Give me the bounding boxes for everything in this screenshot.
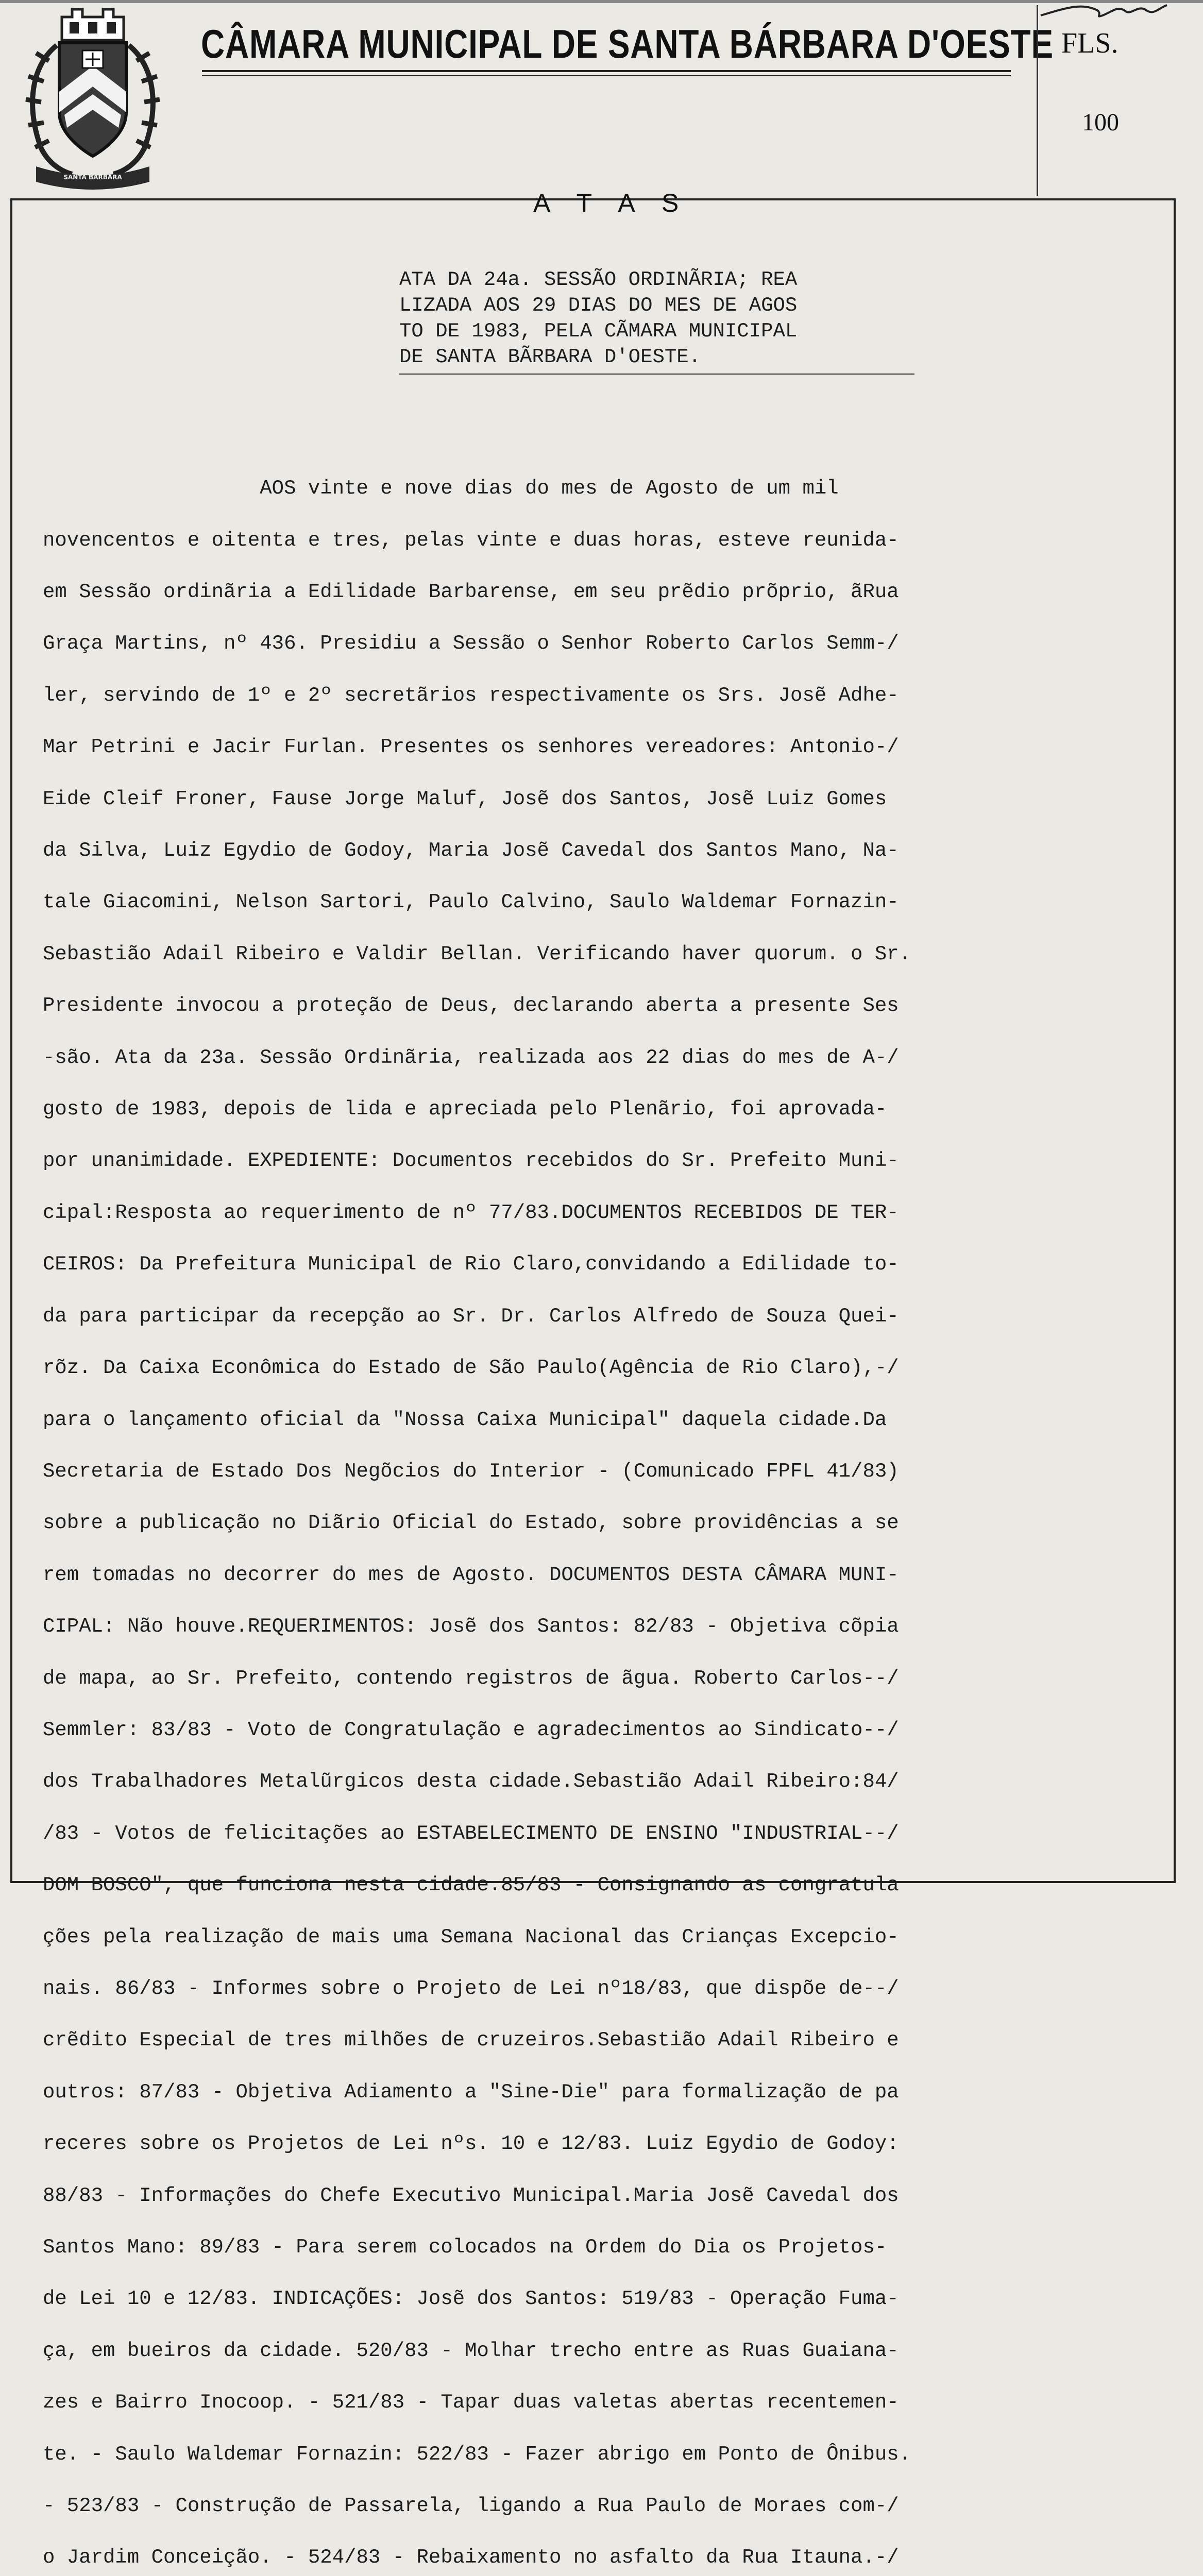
body-line: crẽdito Especial de tres milhões de cruzeiros.Sebastião Adail Ribeiro e	[43, 2029, 899, 2052]
body-line: rem tomadas no decorrer do mes de Agosto. DOCUMENTOS DESTA CÂMARA MUNI-	[43, 1563, 899, 1586]
body-line: tale Giacomini, Nelson Sartori, Paulo Calvino, Saulo Waldemar Fornazin-	[43, 891, 899, 914]
body-line: novencentos e oitenta e tres, pelas vinte e duas horas, esteve reunida-	[43, 529, 899, 552]
scan-top-edge	[0, 0, 1203, 3]
minutes-heading	[399, 267, 914, 370]
frame-top-right-rule	[675, 198, 1176, 200]
body-line: Sebastião Adail Ribeiro e Valdir Bellan. Verificando haver quorum. o Sr.	[43, 942, 911, 965]
body-line: Santos Mano: 89/83 - Para serem colocados na Ordem do Dia os Projetos-	[43, 2236, 887, 2259]
body-line: de mapa, ao Sr. Prefeito, contendo registros de ãgua. Roberto Carlos--/	[43, 1667, 899, 1690]
institution-title: CÂMARA MUNICIPAL DE SANTA BÁRBARA D'OESTE	[201, 21, 1054, 66]
body-line: zes e Bairro Inocoop. - 521/83 - Tapar duas valetas abertas recentemen-	[43, 2391, 899, 2414]
minutes-body	[43, 450, 1166, 2576]
body-line: AOS vinte e nove dias do mes de Agosto de um mil	[43, 477, 839, 500]
header-rule-thin	[202, 75, 1011, 76]
heading-line: ATA DA 24a. SESSÃO ORDINÃRIA; REA	[399, 268, 798, 291]
body-line: CIPAL: Não houve.REQUERIMENTOS: Josẽ dos Santos: 82/83 - Objetiva cõpia	[43, 1615, 899, 1638]
body-line: - 523/83 - Construção de Passarela, ligando a Rua Paulo de Moraes com-/	[43, 2495, 899, 2518]
body-line: Secretaria de Estado Dos Negõcios do Interior - (Comunicado FPFL 41/83)	[43, 1460, 899, 1483]
body-line: CEIROS: Da Prefeitura Municipal de Rio Claro,convidando a Edilidade to-	[43, 1253, 899, 1276]
body-line: em Sessão ordinãria a Edilidade Barbarense, em seu prẽdio prõprio, ãRua	[43, 581, 899, 604]
body-line: /83 - Votos de felicitações ao ESTABELECIMENTO DE ENSINO "INDUSTRIAL--/	[43, 1822, 899, 1845]
body-line: -são. Ata da 23a. Sessão Ordinãria, realizada aos 22 dias do mes de A-/	[43, 1046, 899, 1069]
body-line: receres sobre os Projetos de Lei nºs. 10 e 12/83. Luiz Egydio de Godoy:	[43, 2132, 899, 2156]
body-line: da Silva, Luiz Egydio de Godoy, Maria Josẽ Cavedal dos Santos Mano, Na-	[43, 839, 899, 862]
body-line: por unanimidade. EXPEDIENTE: Documentos recebidos do Sr. Prefeito Muni-	[43, 1149, 899, 1173]
body-line: te. - Saulo Waldemar Fornazin: 522/83 - Fazer abrigo em Ponto de Ônibus.	[43, 2443, 911, 2466]
heading-line: LIZADA AOS 29 DIAS DO MES DE AGOS	[399, 294, 798, 317]
body-line: gosto de 1983, depois de lida e apreciada pelo Plenãrio, foi aprovada-	[43, 1098, 887, 1121]
svg-text:SANTA BARBARA: SANTA BARBARA	[63, 174, 122, 181]
heading-line: TO DE 1983, PELA CÃMARA MUNICIPAL	[399, 320, 798, 343]
heading-underline	[399, 374, 914, 375]
handwritten-signature	[1036, 0, 1170, 31]
body-line: outros: 87/83 - Objetiva Adiamento a "Sine-Die" para formalização de pa	[43, 2080, 899, 2104]
body-line: sobre a publicação no Diãrio Oficial do Estado, sobre providências a se	[43, 1512, 899, 1535]
folio-number: 100	[1082, 109, 1119, 136]
body-line: ções pela realização de mais uma Semana Nacional das Crianças Excepcio-	[43, 1925, 899, 1948]
body-line: Semmler: 83/83 - Voto de Congratulação e agradecimentos ao Sindicato--/	[43, 1718, 899, 1741]
body-line: Presidente invocou a proteção de Deus, declarando aberta a presente Ses	[43, 994, 899, 1018]
body-line: Mar Petrini e Jacir Furlan. Presentes os senhores vereadores: Antonio-/	[43, 736, 899, 759]
body-line: ler, servindo de 1º e 2º secretãrios respectivamente os Srs. Josẽ Adhe-	[43, 684, 899, 707]
heading-line: DE SANTA BÃRBARA D'OESTE.	[399, 346, 701, 368]
body-line: Eide Cleif Froner, Fause Jorge Maluf, Josẽ dos Santos, Josẽ Luiz Gomes	[43, 787, 887, 810]
body-line: Graça Martins, nº 436. Presidiu a Sessão o Senhor Roberto Carlos Semm-/	[43, 632, 899, 655]
body-line: DOM BOSCO", que funciona nesta cidade.85/83 - Consignando as congratula	[43, 1874, 899, 1897]
header-rule	[202, 70, 1011, 72]
body-line: da para participar da recepção ao Sr. Dr. Carlos Alfredo de Souza Quei-	[43, 1304, 899, 1328]
frame-top-left-rule	[12, 198, 512, 200]
body-line: dos Trabalhadores Metalũrgicos desta cidade.Sebastião Adail Ribeiro:84/	[43, 1770, 899, 1793]
body-line: rõz. Da Caixa Econômica do Estado de São Paulo(Agência de Rio Claro),-/	[43, 1357, 899, 1380]
body-line: para o lançamento oficial da "Nossa Caixa Municipal" daquela cidade.Da	[43, 1408, 887, 1431]
coat-of-arms-icon	[21, 4, 165, 190]
body-line: o Jardim Conceição. - 524/83 - Rebaixamento no asfalto da Rua Itauna.-/	[43, 2546, 899, 2569]
body-line: cipal:Resposta ao requerimento de nº 77/83.DOCUMENTOS RECEBIDOS DE TER-	[43, 1201, 899, 1224]
body-line: de Lei 10 e 12/83. INDICAÇÕES: Josẽ dos Santos: 519/83 - Operação Fuma-	[43, 2287, 899, 2311]
body-line: 88/83 - Informações do Chefe Executivo Municipal.Maria Josẽ Cavedal dos	[43, 2184, 899, 2207]
body-line: nais. 86/83 - Informes sobre o Projeto de Lei nº18/83, que dispõe de--/	[43, 1977, 899, 2000]
folio-divider	[1037, 5, 1038, 196]
section-title: A T A S	[533, 189, 689, 217]
folio-label: FLS.	[1061, 27, 1119, 59]
body-line: ça, em bueiros da cidade. 520/83 - Molhar trecho entre as Ruas Guaiana-	[43, 2339, 899, 2362]
